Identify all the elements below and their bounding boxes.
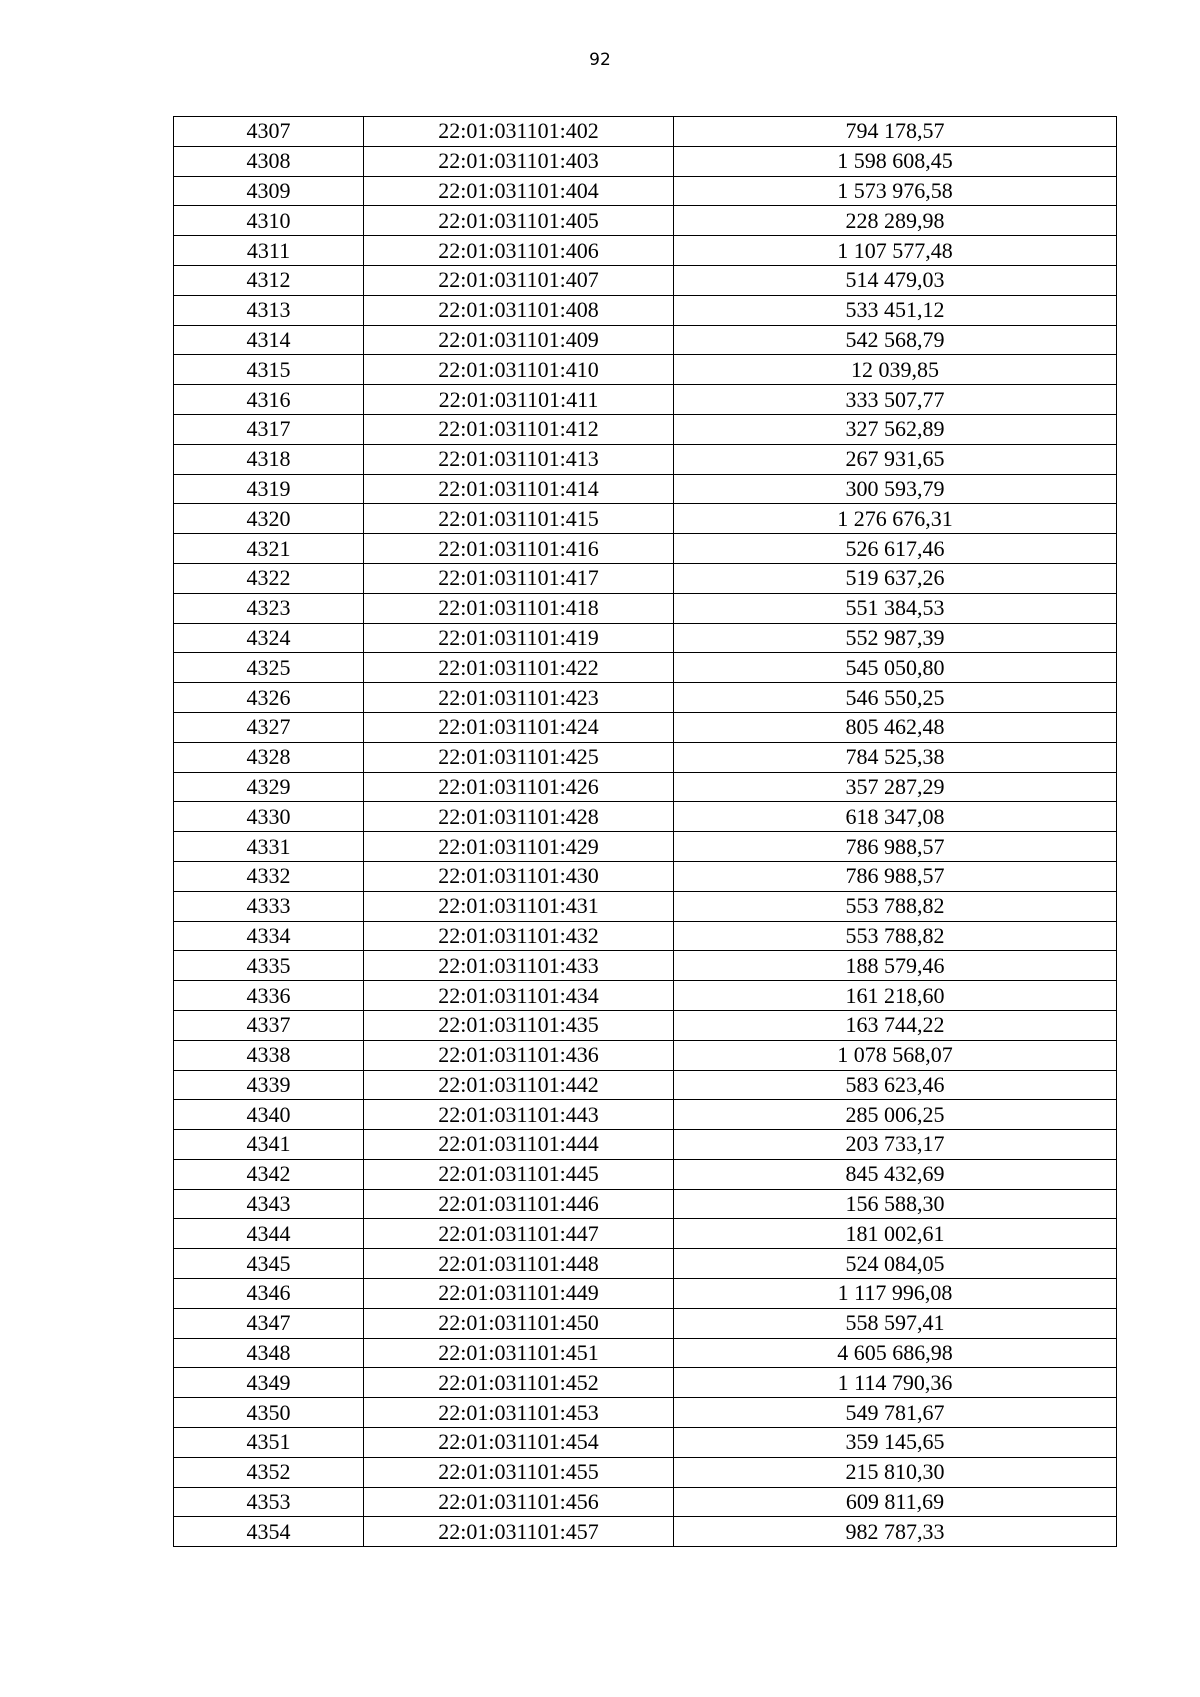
- page-number: 92: [589, 50, 611, 70]
- table-row: [174, 1517, 1117, 1547]
- cadastral-number-cell: 22:01:031101:435: [364, 1010, 674, 1040]
- row-number-cell: 4310: [174, 206, 364, 236]
- cadastral-number-cell: 22:01:031101:418: [364, 593, 674, 623]
- registry-table: [173, 116, 1117, 1547]
- row-number-cell: 4347: [174, 1308, 364, 1338]
- cadastral-number-cell: 22:01:031101:443: [364, 1100, 674, 1130]
- table-row: [174, 1428, 1117, 1458]
- row-number-cell: 4316: [174, 385, 364, 415]
- table-row: [174, 593, 1117, 623]
- value-cell: 1 114 790,36: [674, 1368, 1117, 1398]
- cadastral-number-cell: 22:01:031101:404: [364, 176, 674, 206]
- row-number-cell: 4346: [174, 1279, 364, 1309]
- value-cell: 609 811,69: [674, 1487, 1117, 1517]
- cadastral-number-cell: 22:01:031101:452: [364, 1368, 674, 1398]
- value-cell: 228 289,98: [674, 206, 1117, 236]
- cadastral-number-cell: 22:01:031101:412: [364, 414, 674, 444]
- value-cell: 805 462,48: [674, 712, 1117, 742]
- table-row: [174, 1189, 1117, 1219]
- value-cell: 982 787,33: [674, 1517, 1117, 1547]
- row-number-cell: 4339: [174, 1070, 364, 1100]
- row-number-cell: 4330: [174, 802, 364, 832]
- value-cell: 514 479,03: [674, 265, 1117, 295]
- table-row: [174, 712, 1117, 742]
- cadastral-number-cell: 22:01:031101:444: [364, 1130, 674, 1160]
- value-cell: 161 218,60: [674, 981, 1117, 1011]
- table-row: [174, 236, 1117, 266]
- cadastral-number-cell: 22:01:031101:411: [364, 385, 674, 415]
- row-number-cell: 4327: [174, 712, 364, 742]
- value-cell: 553 788,82: [674, 921, 1117, 951]
- cadastral-number-cell: 22:01:031101:409: [364, 325, 674, 355]
- cadastral-number-cell: 22:01:031101:406: [364, 236, 674, 266]
- row-number-cell: 4313: [174, 295, 364, 325]
- table-row: [174, 117, 1117, 147]
- table-row: [174, 802, 1117, 832]
- row-number-cell: 4328: [174, 742, 364, 772]
- row-number-cell: 4318: [174, 444, 364, 474]
- row-number-cell: 4312: [174, 265, 364, 295]
- cadastral-number-cell: 22:01:031101:416: [364, 534, 674, 564]
- value-cell: 12 039,85: [674, 355, 1117, 385]
- table-row: [174, 206, 1117, 236]
- table-row: [174, 653, 1117, 683]
- cadastral-number-cell: 22:01:031101:407: [364, 265, 674, 295]
- row-number-cell: 4317: [174, 414, 364, 444]
- row-number-cell: 4325: [174, 653, 364, 683]
- row-number-cell: 4348: [174, 1338, 364, 1368]
- cadastral-number-cell: 22:01:031101:451: [364, 1338, 674, 1368]
- table-row: [174, 1398, 1117, 1428]
- table-row: [174, 444, 1117, 474]
- cadastral-number-cell: 22:01:031101:436: [364, 1040, 674, 1070]
- row-number-cell: 4344: [174, 1219, 364, 1249]
- row-number-cell: 4321: [174, 534, 364, 564]
- cadastral-number-cell: 22:01:031101:430: [364, 861, 674, 891]
- cadastral-number-cell: 22:01:031101:431: [364, 891, 674, 921]
- cadastral-number-cell: 22:01:031101:448: [364, 1249, 674, 1279]
- table-row: [174, 772, 1117, 802]
- table-row: [174, 1159, 1117, 1189]
- value-cell: 163 744,22: [674, 1010, 1117, 1040]
- cadastral-number-cell: 22:01:031101:413: [364, 444, 674, 474]
- cadastral-number-cell: 22:01:031101:425: [364, 742, 674, 772]
- table-row: [174, 683, 1117, 713]
- value-cell: 357 287,29: [674, 772, 1117, 802]
- cadastral-number-cell: 22:01:031101:454: [364, 1428, 674, 1458]
- row-number-cell: 4354: [174, 1517, 364, 1547]
- table-row: [174, 295, 1117, 325]
- value-cell: 1 598 608,45: [674, 146, 1117, 176]
- table-row: [174, 1100, 1117, 1130]
- cadastral-number-cell: 22:01:031101:429: [364, 832, 674, 862]
- row-number-cell: 4352: [174, 1457, 364, 1487]
- cadastral-number-cell: 22:01:031101:432: [364, 921, 674, 951]
- cadastral-number-cell: 22:01:031101:456: [364, 1487, 674, 1517]
- table-row: [174, 474, 1117, 504]
- table-row: [174, 951, 1117, 981]
- table-row: [174, 355, 1117, 385]
- row-number-cell: 4353: [174, 1487, 364, 1517]
- value-cell: 546 550,25: [674, 683, 1117, 713]
- cadastral-number-cell: 22:01:031101:424: [364, 712, 674, 742]
- table-body: [174, 117, 1117, 1547]
- row-number-cell: 4350: [174, 1398, 364, 1428]
- row-number-cell: 4323: [174, 593, 364, 623]
- value-cell: 551 384,53: [674, 593, 1117, 623]
- table-row: [174, 1040, 1117, 1070]
- cadastral-number-cell: 22:01:031101:426: [364, 772, 674, 802]
- table-row: [174, 1487, 1117, 1517]
- row-number-cell: 4319: [174, 474, 364, 504]
- table-row: [174, 1279, 1117, 1309]
- table-row: [174, 534, 1117, 564]
- value-cell: 300 593,79: [674, 474, 1117, 504]
- value-cell: 333 507,77: [674, 385, 1117, 415]
- cadastral-number-cell: 22:01:031101:405: [364, 206, 674, 236]
- value-cell: 1 573 976,58: [674, 176, 1117, 206]
- table-row: [174, 176, 1117, 206]
- cadastral-number-cell: 22:01:031101:433: [364, 951, 674, 981]
- row-number-cell: 4333: [174, 891, 364, 921]
- row-number-cell: 4349: [174, 1368, 364, 1398]
- cadastral-number-cell: 22:01:031101:414: [364, 474, 674, 504]
- table-row: [174, 1308, 1117, 1338]
- row-number-cell: 4336: [174, 981, 364, 1011]
- table-row: [174, 832, 1117, 862]
- table-row: [174, 861, 1117, 891]
- row-number-cell: 4341: [174, 1130, 364, 1160]
- row-number-cell: 4329: [174, 772, 364, 802]
- value-cell: 786 988,57: [674, 832, 1117, 862]
- value-cell: 533 451,12: [674, 295, 1117, 325]
- cadastral-number-cell: 22:01:031101:450: [364, 1308, 674, 1338]
- value-cell: 1 117 996,08: [674, 1279, 1117, 1309]
- value-cell: 552 987,39: [674, 623, 1117, 653]
- row-number-cell: 4307: [174, 117, 364, 147]
- cadastral-number-cell: 22:01:031101:408: [364, 295, 674, 325]
- value-cell: 553 788,82: [674, 891, 1117, 921]
- cadastral-number-cell: 22:01:031101:419: [364, 623, 674, 653]
- value-cell: 549 781,67: [674, 1398, 1117, 1428]
- value-cell: 786 988,57: [674, 861, 1117, 891]
- cadastral-number-cell: 22:01:031101:457: [364, 1517, 674, 1547]
- cadastral-number-cell: 22:01:031101:417: [364, 563, 674, 593]
- cadastral-number-cell: 22:01:031101:422: [364, 653, 674, 683]
- table-row: [174, 1070, 1117, 1100]
- value-cell: 1 107 577,48: [674, 236, 1117, 266]
- row-number-cell: 4322: [174, 563, 364, 593]
- table-row: [174, 981, 1117, 1011]
- table-row: [174, 1010, 1117, 1040]
- value-cell: 1 276 676,31: [674, 504, 1117, 534]
- cadastral-number-cell: 22:01:031101:449: [364, 1279, 674, 1309]
- row-number-cell: 4308: [174, 146, 364, 176]
- row-number-cell: 4345: [174, 1249, 364, 1279]
- table-row: [174, 1338, 1117, 1368]
- value-cell: 4 605 686,98: [674, 1338, 1117, 1368]
- table-row: [174, 891, 1117, 921]
- cadastral-number-cell: 22:01:031101:455: [364, 1457, 674, 1487]
- value-cell: 156 588,30: [674, 1189, 1117, 1219]
- value-cell: 188 579,46: [674, 951, 1117, 981]
- table-row: [174, 1249, 1117, 1279]
- cadastral-number-cell: 22:01:031101:410: [364, 355, 674, 385]
- cadastral-number-cell: 22:01:031101:442: [364, 1070, 674, 1100]
- cadastral-number-cell: 22:01:031101:446: [364, 1189, 674, 1219]
- table-row: [174, 265, 1117, 295]
- value-cell: 545 050,80: [674, 653, 1117, 683]
- value-cell: 181 002,61: [674, 1219, 1117, 1249]
- row-number-cell: 4342: [174, 1159, 364, 1189]
- cadastral-number-cell: 22:01:031101:402: [364, 117, 674, 147]
- value-cell: 845 432,69: [674, 1159, 1117, 1189]
- cadastral-number-cell: 22:01:031101:415: [364, 504, 674, 534]
- value-cell: 327 562,89: [674, 414, 1117, 444]
- row-number-cell: 4340: [174, 1100, 364, 1130]
- row-number-cell: 4343: [174, 1189, 364, 1219]
- row-number-cell: 4326: [174, 683, 364, 713]
- value-cell: 267 931,65: [674, 444, 1117, 474]
- row-number-cell: 4331: [174, 832, 364, 862]
- row-number-cell: 4338: [174, 1040, 364, 1070]
- cadastral-number-cell: 22:01:031101:445: [364, 1159, 674, 1189]
- table-row: [174, 623, 1117, 653]
- row-number-cell: 4324: [174, 623, 364, 653]
- cadastral-number-cell: 22:01:031101:447: [364, 1219, 674, 1249]
- row-number-cell: 4337: [174, 1010, 364, 1040]
- table-row: [174, 325, 1117, 355]
- cadastral-number-cell: 22:01:031101:403: [364, 146, 674, 176]
- row-number-cell: 4351: [174, 1428, 364, 1458]
- value-cell: 526 617,46: [674, 534, 1117, 564]
- value-cell: 359 145,65: [674, 1428, 1117, 1458]
- value-cell: 794 178,57: [674, 117, 1117, 147]
- row-number-cell: 4314: [174, 325, 364, 355]
- cadastral-number-cell: 22:01:031101:434: [364, 981, 674, 1011]
- cadastral-number-cell: 22:01:031101:423: [364, 683, 674, 713]
- value-cell: 285 006,25: [674, 1100, 1117, 1130]
- cadastral-number-cell: 22:01:031101:428: [364, 802, 674, 832]
- row-number-cell: 4311: [174, 236, 364, 266]
- table-row: [174, 504, 1117, 534]
- row-number-cell: 4320: [174, 504, 364, 534]
- value-cell: 542 568,79: [674, 325, 1117, 355]
- value-cell: 215 810,30: [674, 1457, 1117, 1487]
- table-row: [174, 385, 1117, 415]
- value-cell: 1 078 568,07: [674, 1040, 1117, 1070]
- value-cell: 618 347,08: [674, 802, 1117, 832]
- row-number-cell: 4309: [174, 176, 364, 206]
- row-number-cell: 4315: [174, 355, 364, 385]
- value-cell: 583 623,46: [674, 1070, 1117, 1100]
- cadastral-number-cell: 22:01:031101:453: [364, 1398, 674, 1428]
- value-cell: 519 637,26: [674, 563, 1117, 593]
- table-row: [174, 146, 1117, 176]
- table-row: [174, 1368, 1117, 1398]
- table-row: [174, 414, 1117, 444]
- row-number-cell: 4332: [174, 861, 364, 891]
- table-row: [174, 921, 1117, 951]
- table-row: [174, 1219, 1117, 1249]
- row-number-cell: 4335: [174, 951, 364, 981]
- table-row: [174, 1130, 1117, 1160]
- table-row: [174, 1457, 1117, 1487]
- value-cell: 784 525,38: [674, 742, 1117, 772]
- value-cell: 558 597,41: [674, 1308, 1117, 1338]
- table-row: [174, 742, 1117, 772]
- row-number-cell: 4334: [174, 921, 364, 951]
- value-cell: 203 733,17: [674, 1130, 1117, 1160]
- table-row: [174, 563, 1117, 593]
- value-cell: 524 084,05: [674, 1249, 1117, 1279]
